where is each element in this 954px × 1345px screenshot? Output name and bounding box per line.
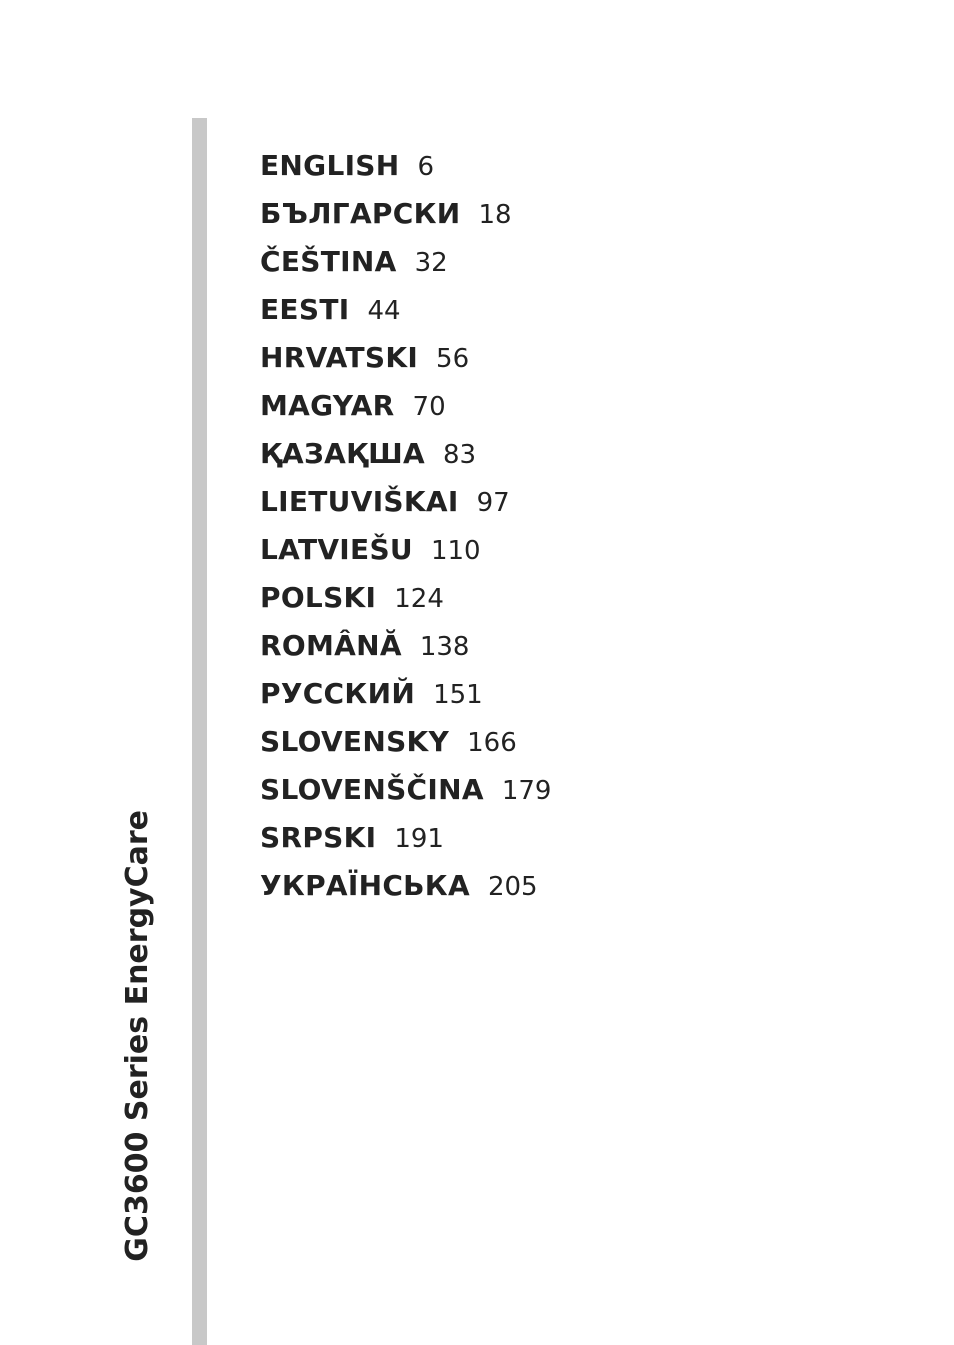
toc-language: ҚАЗАҚША — [260, 437, 425, 470]
toc-page-number: 70 — [412, 392, 446, 422]
toc-page-number: 83 — [443, 440, 477, 470]
toc-language: РУССКИЙ — [260, 677, 416, 710]
toc-item-bulgarian[interactable] — [260, 190, 551, 238]
toc-item-serbian[interactable] — [260, 814, 551, 862]
toc-language: SRPSKI — [260, 821, 377, 854]
toc-page-number: 56 — [436, 344, 470, 374]
toc-language: HRVATSKI — [260, 341, 419, 374]
toc-page-number: 124 — [394, 584, 444, 614]
toc-item-czech[interactable] — [260, 238, 551, 286]
toc-language: SLOVENŠČINA — [260, 773, 484, 806]
toc-language: ČEŠTINA — [260, 245, 397, 278]
side-title-container — [118, 810, 158, 1280]
toc-page-number: 110 — [430, 536, 481, 566]
toc-item-english[interactable] — [260, 142, 551, 190]
toc-item-lithuanian[interactable] — [260, 478, 551, 526]
toc-language: LIETUVIŠKAI — [260, 485, 459, 518]
toc-language: LATVIEŠU — [260, 533, 413, 566]
toc-language: MAGYAR — [260, 389, 395, 422]
toc-page-number: 97 — [476, 488, 510, 518]
toc-item-croatian[interactable] — [260, 334, 551, 382]
toc-language: ROMÂNĂ — [260, 629, 402, 662]
toc-page-number: 191 — [394, 824, 444, 854]
toc-item-hungarian[interactable] — [260, 382, 551, 430]
toc-item-latvian[interactable] — [260, 526, 551, 574]
toc-language: SLOVENSKY — [260, 725, 450, 758]
toc-item-russian[interactable] — [260, 670, 551, 718]
toc-language: ENGLISH — [260, 149, 400, 182]
toc-page-number: 18 — [478, 200, 512, 230]
toc-language: БЪЛГАРСКИ — [260, 197, 461, 230]
toc-language: УКРАЇНСЬКА — [260, 869, 470, 902]
side-title: GC3600 Series EnergyCare — [120, 810, 155, 1262]
toc-page-number: 32 — [414, 248, 448, 278]
toc-page-number: 138 — [419, 632, 470, 662]
toc-item-slovak[interactable] — [260, 718, 551, 766]
toc-page-number: 179 — [501, 776, 552, 806]
toc-item-estonian[interactable] — [260, 286, 551, 334]
toc-page-number: 6 — [417, 152, 435, 182]
toc-page-number: 44 — [367, 296, 401, 326]
toc-item-slovenian[interactable] — [260, 766, 551, 814]
toc-page-number: 166 — [467, 728, 517, 758]
toc-item-romanian[interactable] — [260, 622, 551, 670]
side-bar — [192, 118, 207, 1345]
table-of-contents — [260, 142, 551, 910]
toc-page-number: 151 — [433, 680, 483, 710]
toc-language: EESTI — [260, 293, 350, 326]
toc-page-number: 205 — [487, 872, 538, 902]
toc-item-ukrainian[interactable] — [260, 862, 551, 910]
toc-item-polish[interactable] — [260, 574, 551, 622]
toc-item-kazakh[interactable] — [260, 430, 551, 478]
toc-language: POLSKI — [260, 581, 377, 614]
